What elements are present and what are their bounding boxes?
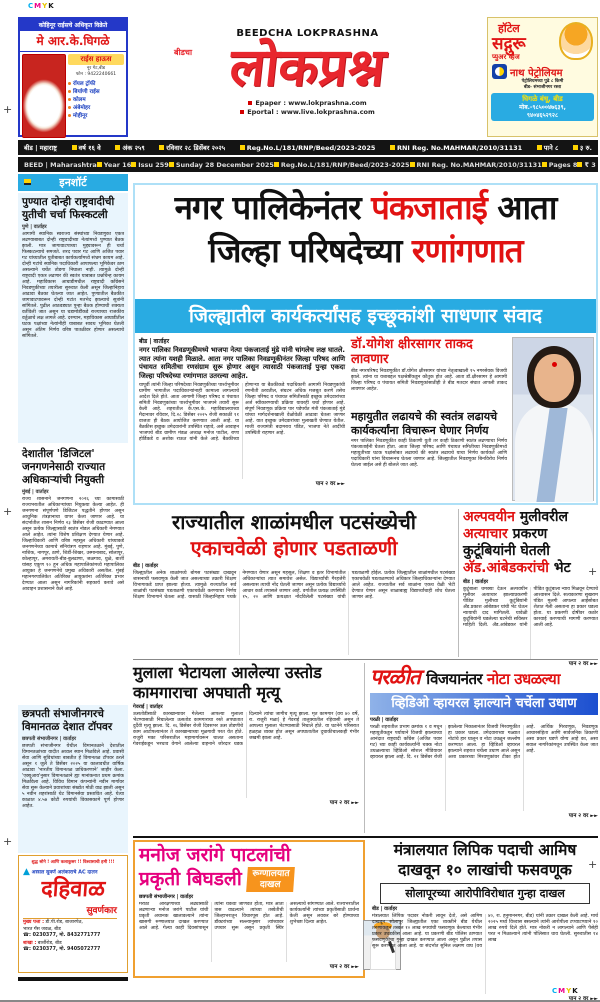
article-body: मंत्रालयात लिपिक पदावर नोकरी लावून देतो, असे आमिष दाखवून सोलापूर जिल्ह्यातील एका व्यक्तीने बीड येथील तरुणाकडून तब्बल १० लाख रुपयांची फसवणूक केल्याचा गंभीर प्रकार उघडकीस आला आहे. या प्रकरणी बीड पोलिस ठाण्यात फसवणुकीचा गुन्हा दाखल करण्यात आला असून पुढील तपास सुरू करण्यात आला आहे. या संदर्भात सुनिल लक्ष्मण वाघ (वय ४०, रा. हनुमाननगर, बीड) यांनी तक्रार दाखल केली आहे. मार्च २०२५ मध्ये विश्वास बसल्याने त्यांनी आरोपीला टप्प्याटप्प्याने १० लाख रुपये दिले होते. मात्र नोकरी न लागल्याने आणि पैसेही परत न मिळाल्याने त्यांनी पोलिसात धाव घेतली. सुरुवातीस १४ लाख xyxy=(372,914,598,949)
reg-number: Reg.No.L/181/RNP/Beed/2023-2025 xyxy=(274,161,410,169)
year-label: वर्ष १६ वे xyxy=(72,143,101,152)
continue-arrows-icon: ►► xyxy=(337,481,345,488)
article-body: जिल्ह्यातील अनेक शाळांमध्ये बोगस पटसंख्या दाखवून शासनाची फसवणूक केली जात असल्याच्या तक्रारी शिक्षण विभागाकडे प्राप्त झाल्या होत्या. त्यामुळे राज्यातील सर्व शाळांची पटसंख्या पडताळणी एकाचवेळी करण्याचा निर्णय शिक्षण विभागाने घेतला आहे. यासाठी जिल्हानिहाय पथके नेमण्यात येणार असून महसूल, शिक्षण व इतर विभागांतील अधिकाऱ्यांचा त्यात समावेश असेल. विद्यार्थ्यांची गैरहजेरी असल्यास त्याची नोंद घेतली जाणार असून प्रत्येक विद्यार्थ्याचे आधार कार्ड तपासले जाणार आहे. वर्गातील प्रत्यक्ष उपस्थिती १५, २० आणि प्रत्यक्षात नोंदविलेली पटसंख्या यांची पडताळणी होईल. प्रत्येक जिल्ह्यातील शाळांमधील पटसंख्या एकाचवेळी पडताळण्याचे अधिकार जिल्हाधिकाऱ्यांना देण्यात आले आहेत. राज्यातील सर्व शाळांना एकच वेळी भेटी देण्यात येणार असून शाळाबाह्य विद्यार्थ्यांचाही शोध घेतला जाणार आहे. xyxy=(133,571,455,600)
article-body: नगर पालिका निवडणुकीत काही ठिकाणी युती तर काही ठिकाणी स्वतंत्र लढण्याचा निर्णय पंकजाताईंनी घेतला होता. आता जिल्हा परिषद आणि पंचायत समितीच्या निवडणुकीमध्ये महायुतीच्या घटक पक्षांसोबत लढायचे की स्वतंत्र लढायचे याचा निर्णय कार्यकर्ते आणि पदाधिकारी यांना विचारूनच घेतला जाणार आहे. जिल्ह्यातील निवडणुका बिनविरोध निर्णय घेतला जाईल असे ही बोलले जात आहे. xyxy=(351,439,507,468)
square-bullet-icon xyxy=(410,162,415,167)
square-bullet-icon xyxy=(169,162,174,167)
side-story-subhead: महायुतीत लढायचे की स्वतंत्र लढायचे कार्यकर्त्यांना विचारून घेणार निर्णय xyxy=(351,410,498,437)
side-story-column xyxy=(351,337,507,501)
sidebar-news-item xyxy=(18,193,128,443)
year-label: Year 16 xyxy=(97,161,131,169)
continuation-note: पान २ वर ►► xyxy=(568,661,598,667)
list-item: मोहीनूर xyxy=(68,112,124,120)
hotel-ad-contact: घिगळे बंधू, बीड मोब.-९८५००४७६३९, ९४०४६५२९२८ xyxy=(491,93,594,121)
article-body: राज्य शासनाने जनगणना २०२६ च्या कामासाठी राज्यभरातील अधिकाऱ्यांच्या नियुक्त्या केल्या आहेत. ही जनगणना संपूर्णपणे डिजिटल पद्धतीने होणार असून आधुनिक तंत्रज्ञानाचा वापर केला जाणार आहे. या संदर्भातील शासन निर्णय २३ डिसेंबर रोजी काढण्यात आला असून प्रत्येक जिल्ह्यासाठी स्वतंत्र नोडल अधिकारी नेमण्यात आले आहेत. त्यांना विशेष प्रशिक्षण देण्यात येणार आहे. जिल्हाधिकारी आणि वरिष्ठ महसूल अधिकारी यांच्याकडे जनगणनेच्या कामाचे संनियंत्रण राहणार आहे. मुंबई, पुणे, नाशिक, नागपूर, ठाणे, शिर्डी-शिखर, उस्मानाबाद, सोलापूर, कोल्हापूर, अमरावती-बीड-बुलढाणा, जळगाव, धुळे, बार्शी यांसह एकूण १० हून अधिक महापालिकांमध्ये महापालिका आयुक्त हे जनगणनेचे प्रमुख अधिकारी असतील. मुंबई महानगरपालिकेत अतिरिक्त आयुक्तांना अतिरिक्त प्रभार देण्यात आला असून नागरिकांनी सहकार्य करावे असे आवाहन प्रशासनाने केले आहे. xyxy=(22,497,124,592)
byline: गेवराई | वार्ताहर xyxy=(133,704,163,710)
hotel-label: हॉटेल xyxy=(498,22,520,35)
lead-headline-line1: नगर पालिकेनंतर पंकजाताई आता xyxy=(174,188,557,227)
article-headline-line2: दाखवून १० लाखांची फसवणूक xyxy=(398,861,572,879)
bullet-icon xyxy=(68,114,71,117)
edition-label: BEED | Maharashtra xyxy=(24,160,97,169)
continuation-note: पान २ वर ►► xyxy=(329,964,359,970)
issue-label: Issu 259 xyxy=(131,161,169,169)
date-label: रविवार २८ डिसेंबर २०२५ xyxy=(159,143,225,152)
epaper-url: Epaper : www.lokprashna.com xyxy=(130,99,485,108)
lead-headline-line2: जिल्हा परिषदेच्या रणांगणात xyxy=(208,231,523,270)
article-headline: अल्पवयीन मुलीवरील अत्याचार प्रकरण कुटूंबियांनी घेतली अ‍ॅड.आंबेडकरांची भेट xyxy=(463,509,571,576)
saint-portrait-image xyxy=(559,22,593,60)
newspaper-logo: लोकप्रश्न xyxy=(226,38,389,98)
rni-number: RNI Reg. No.MAHMAR/2010/31131 xyxy=(410,161,542,169)
list-item: अंबेमोहर xyxy=(68,104,124,112)
bullet-icon xyxy=(68,90,71,93)
article-headline-line2: प्रकृती बिघडली xyxy=(139,868,242,890)
byline: बीड | वार्ताहर xyxy=(139,338,170,345)
square-bullet-icon xyxy=(537,145,542,150)
bharat-petroleum-logo xyxy=(492,64,507,79)
date-label: Sunday 28 December 2025 xyxy=(169,161,274,169)
square-bullet-icon xyxy=(159,145,164,150)
sidebar-news-item xyxy=(18,445,128,703)
sidebar-headline: छत्रपती संभाजीनगरचे विमानतळ देशात टॉपवर xyxy=(22,708,113,733)
jeweller-name: दहिवाळ xyxy=(40,877,106,902)
rice-shop-name: राईस हाऊस xyxy=(68,54,124,65)
side-story-headline: डॉ.योगेश क्षीरसागर ताकद लावणार xyxy=(351,337,473,367)
list-item: कोलम xyxy=(68,96,124,104)
issue-info-bar-english xyxy=(18,157,598,172)
jeweller-branch: शाखा : बार्शीरोड, बीड ☎: 0230377, मो. 9405072777 xyxy=(23,940,101,952)
article-body: छत्रपती संभाजीनगर येथील विमानतळाने देशातील विमानतळांच्या यादीत अव्वल स्थान मिळविले आहे. प्रवासी सेवा आणि सुविधांच्या बाबतीत हे विमानतळ टॉपवर ठरले असून १ जुलै ते डिसेंबर २०२५ या कालावधीत वार्षिक आढावा 'भारतीय विमानतळ प्राधिकरणाने' जाहीर केला. 'एक्यूआय'नुसार विमानतळाने ह्या मानांकनात प्रथम क्रमांक मिळविला आहे. विविध विमान कंपन्यांनी नवीन मार्गांवर सेवा सुरू केल्याने प्रवाशांच्या संख्येत मोठी वाढ झाली असून ५ नवीन शहरांसाठी थेट विमानसेवा प्रस्तावित आहे. येत्या काळात ४.५७ कोटी रुपयांची विकासकामे पूर्ण होणार आहेत. xyxy=(22,744,124,809)
square-bullet-icon xyxy=(274,162,279,167)
square-bullet-icon xyxy=(248,101,252,105)
article-body: ऊसतोडीसाठी कारखान्यावर गेलेल्या आपल्या मुलाला भेटण्यासाठी निघालेल्या ऊसतोड कामगाराचा रस्ते अपघातात दुर्दैवी मृत्यू झाला. दि. २६ डिसेंबर रोजी दिवसभर ऊस तोडणीचे काम आटोपल्यानंतर ते कारखान्याच्या मूळगावी परत येत होते. राजुरी मका परिसरातील महामार्गावरून चालत असताना गेवराईकडून भरधाव वेगाने आलेल्या वाहनाने जोरदार धडक दिल्याने त्यांचा जागीच मृत्यू झाला. मृत कामगार (वय ४० वर्षे, रा. राजुरी मळा) हे गेवराई तालुक्यातील रहिवासी असून ते आपल्या मुलाला भेटण्यासाठी निघाले होते. या घटनेने परिसरात हळहळ व्यक्त होत असून अपघातातील दुचाकीचालकही गंभीर जखमी झाला आहे. xyxy=(133,712,359,747)
article-body: मराठा आरक्षणाच्या लढ्यासाठी लढणाऱ्या मनोज जरांगे पाटील यांची प्रकृती अचानक खालावल्याने त्यांना खासगी रुग्णालयात दाखल करण्यात आले आहे. गेल्या काही दिवसांपासून त्यांना थकवा जाणवत होता, मात्र आता त्रास वाढल्याने त्यांच्या तब्येतीची जिल्हाभरातून विचारपूस होत आहे. डॉक्टरांच्या सल्ल्यानुसार त्यांच्यावर उपचार सुरू असून प्रकृती स्थिर असल्याचे सांगण्यात आले. राज्यभरातील कार्यकर्त्यांनी त्यांच्या प्रकृतीसाठी प्रार्थना केली असून लवकर बरे होण्याच्या शुभेच्छा दिल्या आहेत. xyxy=(139,902,359,931)
lead-intro-paragraph: नगर पालिका निवडणूकीमध्ये भाजपा नेत्या पंकजाताई मुंडे यांनी चांगलेच लक्ष घातले. त्यात त्यांना यशही मिळाले. आता नगर पालिका निवडणूकीनंतर जिल्हा परिषद आणि पंचायत समितीचा रणसंग्राम सुरू होणार असुन त्यासाठी पंकजाताई पुन्हा एकदा जिल्हा परिषदेच्या रणांगणात उतरल्या आहेत. xyxy=(139,346,346,380)
square-bullet-icon xyxy=(542,162,547,167)
triangle-logo-icon: ▲ xyxy=(23,867,30,877)
article-body: यापूर्वी त्यांनी जिल्हा परिषदेच्या निवडणुकीच्या पार्श्वभूमीवर ग्रामीण भागातील पदाधिकाऱ्यांनाही कामाला लागल्याचे आदेश दिले होते. आता आगामी जिल्हा परिषद व पंचायत समिती निवडणुकांच्या पार्श्वभूमीवर भाजपने तयारी सुरू केली आहे. शहरातील के.एस.के. महाविद्यालयाच्या मैदानावर रविवार, दि.२८ डिसेंबर २०२५ रोजी सकाळी ११ वाजता ही बैठक आयोजित करण्यात आली आहे. या बैठकीस इच्छुक उमेदवारांनी उपस्थित राहावे, असे आवाहन भाजपचे बीड ग्रामीण मंडळ अध्यक्ष मनोज पाटील, राणा होर्डिकडे व अशोक राऊत यांनी केले आहे. बैठकीच्या होणाऱ्या या बैठकीकडे पदाधिकारी आगामी निवडणुकांची रणनीती ठरवतील, संघटन अधिक मजबूत करणे तसेच जिल्हा परिषद व पंचायत समितीसाठी इच्छुक उमेदवारांच्या अर्ज स्वीकारण्याची प्रक्रिया यावरही चर्चा होणार आहे. संपूर्ण निवडणूक प्रक्रिया पार पडेपर्यंत मंत्री पंकजाताई मुंडे यांच्या मार्गदर्शनाखाली वेळोवेळी आढावा घेतला जाणार आहे. यात इच्छुक उमेदवारांच्या मुलाखती घेण्यात येतील. माजी राज्यमंत्री बदामराव पंडित, भाजपा नेते आदींची उपस्थिती राहणार आहे. xyxy=(139,383,345,443)
price-label: ३ रु. xyxy=(573,143,592,152)
print-mark-cmyk-top: CMYK xyxy=(28,2,55,10)
article-body: परळी शहरातील प्रभाग क्रमांक १ व मधून महायुतीकडून पर्यायाने विजयी झाल्याच्या आनंदात राष्ट्रवादी काँग्रेस (अजित पवार गट) च्या काही कार्यकर्त्यांनी चक्क नोटा उधळल्याचा व्हिडिओ सोशल मीडियावर व्हायरल झाला आहे. दि. २१ डिसेंबर रोजी झालेल्या निकालानंतर विजयी मिरवणुकीत हा प्रकार घडला. उमेदवाराच्या गळ्यात नोटांचे हार घालून व नोटा उधळून जल्लोष करण्यात आला. हा व्हिडिओ व्हायरल झाल्याने शहरात चर्चेला उधाण आले असून अशा प्रकारच्या मिरवणुकांवर टीका होत आहे. आर्थिक मिरवणूक, निवडणूक आचारसंहिता आणि सार्वजनिक ठिकाणी असा प्रकार घडणे योग्य आहे का, असा सवाल नागरिकांमधून उपस्थित केला जात आहे. xyxy=(370,725,598,760)
jeweller-tagline: शुद्ध सोने ! आणि कलाकुसर !! विश्वासाची हमी !!! xyxy=(31,860,115,865)
divider xyxy=(133,836,598,838)
article-body: आगामी स्थानिक स्वराज्य संस्थांच्या निवडणुका एकत्र लढण्याबाबत दोन्ही राष्ट्रवादीच्या नेत्यांमध्ये पुण्यात बैठक झाली. मात्र जागावाटपाच्या मुद्द्यावरून ही चर्चा फिस्कटल्याचे समजते. शरद पवार गट आणि अजित पवार गट यांच्यातील युतीबाबत कार्यकर्त्यांमध्ये संभ्रम कायम आहे. दोन्ही गटांचे स्थानिक पदाधिकारी आपापल्या भूमिकेवर ठाम असल्याने चर्चेत तोडगा निघाला नाही. त्यामुळे दोन्ही राष्ट्रवादी एकत्र लढणार की स्वतंत्र याबाबत प्रश्नचिन्ह कायम आहे. महाविकास आघाडीमधील राष्ट्रवादी काँग्रेसने निवडणुकीच्या तयारीला सुरुवात केली असून जिल्हानिहाय आढावा बैठका घेतल्या जात आहेत. पुण्यातील बैठकीत जागावाटपावरून दोन्ही गटांत मतभेद झाल्याचे सूत्रांनी सांगितले. पुढील आठवड्यात पुन्हा बैठक होण्याची शक्यता वर्तविली जात असून या घडामोडींकडे राज्याच्या राजकीय वर्तुळाचे लक्ष लागले आहे. दरम्यान, महाविकास आघाडीतील घटक पक्षांच्या नेत्यांनीही याबाबत सावध भूमिका घेतली असून अंतिम निर्णय वरिष्ठ पातळीवर होणार असल्याचे सांगितले. xyxy=(22,232,124,339)
list-item: बिर्याणी राईस xyxy=(68,88,124,96)
article-headline-line1: मंत्रालयात लिपिक पदाची आमिष xyxy=(393,841,577,859)
byline: परळी | वार्ताहर xyxy=(370,717,399,723)
masthead-tagline: BEEDCHA LOKPRASHNA xyxy=(236,28,379,39)
jeweller-ad xyxy=(18,855,128,973)
article-body: बीड नगरपरिषद निवडणुकीत डॉ.योगेश क्षीरसागर यांच्या नेतृत्वाखाली १५ नगरसेवक विजयी झाले. त्यांना या यशाबद्दल पक्षश्रेष्ठींकडून कौतुक होत आहे. आता डॉ.क्षीरसागर हे आगामी जिल्हा परिषद व पंचायत समिती निवडणुकांसाठीही ते बीड मतदार संघात आपली ताकद लावणार आहेत. xyxy=(351,369,507,392)
square-bullet-icon xyxy=(573,145,578,150)
price-label: ₹ 3 xyxy=(577,161,595,169)
hotel-ad-directions: पेट्रोलियमच्या पुढे ८ किमी बीड- संभाजीनगर रस्ता xyxy=(521,79,564,90)
continue-arrows-icon: ►► xyxy=(590,996,598,1002)
byline: पुणे | वार्ताहर xyxy=(22,224,47,230)
rice-ad-header: कोहिनूर राईसचे अधिकृत विक्रेते xyxy=(20,19,126,31)
rice-bag-image xyxy=(22,54,66,138)
continuation-note: पान २ वर ►► xyxy=(568,996,598,1002)
lead-story xyxy=(133,183,598,505)
jeweller-subtitle: ▲ अस्सल सुवर्ण अलंकाराचे AC दालन xyxy=(23,867,98,877)
rice-variety-list xyxy=(68,80,124,120)
bullet-icon xyxy=(68,82,71,85)
hotel-sadguru-ad xyxy=(487,17,598,137)
square-bullet-icon xyxy=(577,162,582,167)
pages-label: Pages 8 xyxy=(542,161,578,169)
registration-mark: + xyxy=(3,103,13,116)
issue-info-bar-marathi xyxy=(18,140,598,155)
edition-label: बीड | महाराष्ट्र xyxy=(24,144,57,152)
byline: बीड | वार्ताहर xyxy=(463,579,489,585)
jeweller-address: मुख्य पत्ता : डी.पी.रोड, बाजारपेठ, भारत गॅस जवळ, बीड ☎: 0230377, मो. 8432771777 xyxy=(23,920,101,938)
rice-ad-dealer-name: मे आर.के.घिगळे xyxy=(20,31,126,52)
owner-name: घिगळे बंधू, बीड xyxy=(522,95,563,103)
registration-mark: + xyxy=(3,835,13,848)
lead-text-column xyxy=(139,337,345,501)
continuation-note: पान २ वर ►► xyxy=(329,800,359,806)
minor-assault-article xyxy=(458,509,598,667)
reg-number: Reg.No.L/181/RNP/Beed/2023-2025 xyxy=(240,144,376,152)
continue-arrows-icon: ►► xyxy=(590,661,598,667)
sidebar-headline: पुण्यात दोन्ही राष्ट्रवादीची युतीची चर्चा फिस्कटली xyxy=(22,196,115,221)
byline: बीड | वार्ताहर xyxy=(133,563,159,569)
pankaja-munde-photo xyxy=(512,337,594,501)
inshort-section-header: इनशॉर्ट xyxy=(18,174,128,191)
masthead-prefix: बीडचा xyxy=(174,48,193,57)
continue-arrows-icon: ►► xyxy=(351,800,359,806)
byline: बीड | वार्ताहर xyxy=(372,906,398,912)
article-headline-line1: मनोज जरांगे पाटलांची xyxy=(139,844,291,866)
lead-subhead: जिल्ह्यातील कार्यकर्त्यांसह इच्छूकांशी साधणार संवाद xyxy=(135,299,596,333)
article-headline-line1: राज्यातील शाळांमधील पटसंख्येची xyxy=(172,510,416,534)
list-item: रॉयल ट्रॉफी xyxy=(68,80,124,88)
registration-mark: + xyxy=(3,505,13,518)
article-headline: मुलाला भेटायला आलेल्या उस्तोड कामगाराचा अपघाती मृत्यू xyxy=(133,663,322,702)
hotel-subtitle: प्युअर व्हेज xyxy=(492,53,520,61)
article-subhead: व्हिडिओ व्हायरल झाल्याने चर्चेला उधाण xyxy=(370,693,598,715)
article-body: कुटुंबाला धमक्या देऊन अल्पवयीन मुलीवर अत्याचार झाल्याप्रकरणी पीडित मुलीच्या कुटूंबियांनी अ‍ॅड.प्रकाश आंबेडकर यांची भेट घेऊन न्यायाची दाद मागितली. यावेळी कुटूंबियांनी घडलेल्या घटनेची सविस्तर माहिती दिली. अ‍ॅड.आंबेडकर यांनी पीडित कुटुंबाला न्याय मिळवून देण्याचे आश्वासन दिले. सत्यकारणा सुखराम पंडित मुलगी आपल्या आईसोबत शेतात गेली असताना हा प्रकार घडला होता. या प्रकरणी दोषींवर कठोर कारवाई करण्याची मागणी करण्यात आली आहे. xyxy=(463,587,598,628)
jarange-health-article xyxy=(133,840,365,978)
divider xyxy=(18,977,128,981)
registration-mark: + xyxy=(588,858,598,871)
inshort-icon xyxy=(24,179,31,185)
jeweller-name-suffix: सुवर्णकार xyxy=(23,903,117,919)
continuation-note: पान २ वर ►► xyxy=(568,813,598,819)
article-headline-line2: एकाचवेळी होणार पडताळणी xyxy=(190,536,398,560)
continue-arrows-icon: ►► xyxy=(351,964,359,970)
registration-mark: + xyxy=(588,565,598,578)
eportal-url: Eportal : www.live.lokprashna.com xyxy=(130,108,485,117)
square-bullet-icon xyxy=(115,145,120,150)
square-bullet-icon xyxy=(390,145,395,150)
print-mark-cmyk-bottom: CMYK xyxy=(552,987,579,995)
byline: छत्रपती संभाजीनगर | वार्ताहर xyxy=(22,736,77,742)
rice-ad-address: नूर गेट,बीड फोन : 9422240661 xyxy=(75,66,117,77)
masthead xyxy=(130,15,485,137)
article-subhead: सोलापूरच्या आरोपीविरोधात गुन्हा दाखल xyxy=(380,883,590,904)
continuation-note: पान २ वर ►► xyxy=(315,481,345,488)
pages-label: पाने ८ xyxy=(537,143,559,152)
square-bullet-icon xyxy=(97,162,102,167)
bullet-icon xyxy=(68,98,71,101)
hotel-name: सद्गुरू xyxy=(492,34,526,54)
byline: छत्रपती संभाजीनगर | वार्ताहर xyxy=(139,894,194,900)
square-bullet-icon xyxy=(72,145,77,150)
sidebar-headline: देशातील 'डिजिटल' जनगणनेसाठी राज्यात अधिकाऱ्यांची नियुक्ती xyxy=(22,448,106,486)
rice-house-ad xyxy=(18,17,128,137)
square-bullet-icon xyxy=(240,110,244,114)
worker-death-article xyxy=(133,663,359,833)
petrol-pump-name: नाथ पेट्रोलियम xyxy=(510,67,563,79)
parali-notes-article xyxy=(364,663,598,833)
continue-arrows-icon: ►► xyxy=(590,813,598,819)
square-bullet-icon xyxy=(240,145,245,150)
divider xyxy=(133,659,598,660)
square-bullet-icon xyxy=(131,162,136,167)
rni-number: RNI Reg. No.MAHMAR/2010/31131 xyxy=(390,144,522,152)
sidebar-news-item xyxy=(18,705,128,853)
bullet-icon xyxy=(68,106,71,109)
byline: मुंबई | वार्ताहर xyxy=(22,489,49,495)
hospital-badge: रूग्णालयात दाखल xyxy=(246,867,295,892)
school-audit-article xyxy=(133,509,455,657)
issue-label: अंक २५९ xyxy=(115,143,144,152)
article-headline: परळीत विजयानंतर नोटा उधळल्या xyxy=(370,665,561,689)
